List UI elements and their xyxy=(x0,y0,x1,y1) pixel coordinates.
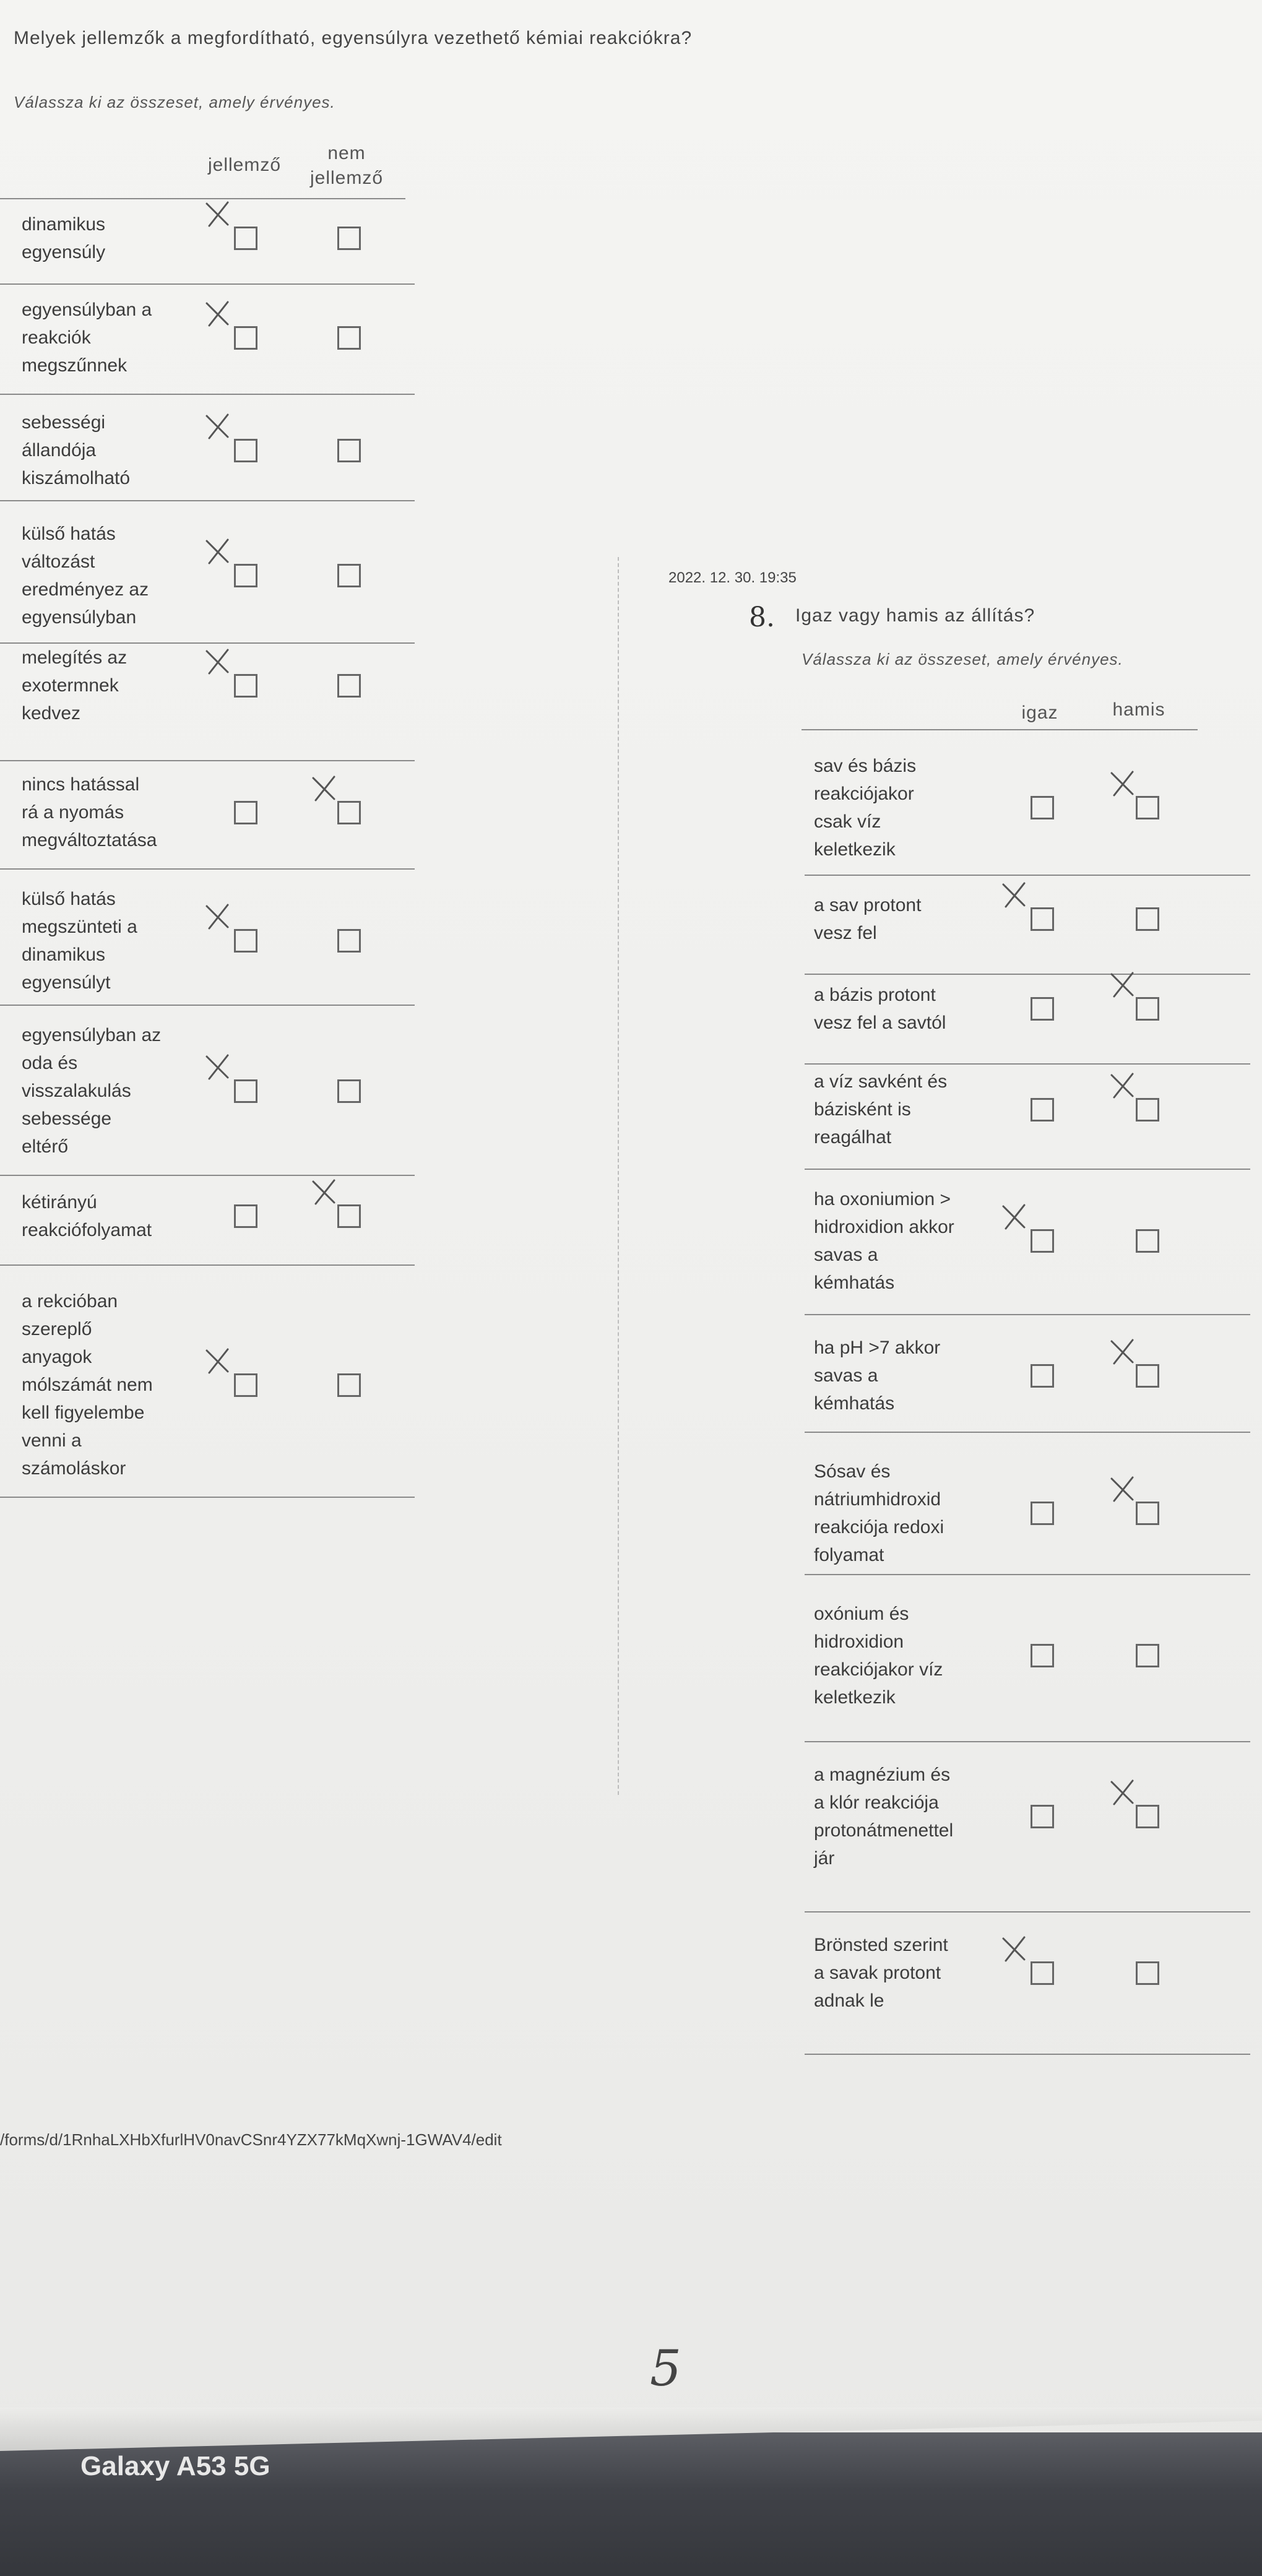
left-row-statement: kétirányú reakciófolyamat xyxy=(22,1192,152,1240)
left-row-separator xyxy=(0,500,415,501)
left-row-checkbox-col1[interactable] xyxy=(234,1079,257,1103)
handwritten-x-mark xyxy=(1000,880,1029,909)
left-row-separator xyxy=(0,868,415,870)
left-row-statement: sebességi állandója kiszámolható xyxy=(22,412,131,488)
left-row-statement: nincs hatással rá a nyomás megváltoztatása xyxy=(22,774,157,850)
handwritten-x-mark xyxy=(1108,1474,1138,1503)
right-row-checkbox-col1[interactable] xyxy=(1031,796,1054,819)
left-row-statement: egyensúlyban az oda és visszalakulás sebessége eltérő xyxy=(22,1025,162,1157)
left-row-checkbox-col1[interactable] xyxy=(234,227,257,250)
right-row-checkbox-col1[interactable] xyxy=(1031,1364,1054,1388)
right-row-separator xyxy=(805,1314,1250,1315)
right-row-checkbox-col2[interactable] xyxy=(1136,1502,1159,1525)
handwritten-x-mark xyxy=(309,773,339,803)
left-row-checkbox-col1[interactable] xyxy=(234,1373,257,1397)
left-row-statement: dinamikus egyensúly xyxy=(22,214,106,262)
handwritten-x-mark xyxy=(1000,1201,1029,1231)
handwritten-x-mark xyxy=(1000,1934,1029,1963)
left-question-instruction: Válassza ki az összeset, amely érvényes. xyxy=(14,93,335,111)
right-row-statement: Brönsted szerint a savak protont adnak le xyxy=(814,1935,948,2011)
right-column-header-2: hamis xyxy=(1112,699,1165,720)
right-row-statement: ha oxoniumion > hidroxidion akkor savas a kémhatás xyxy=(814,1189,954,1293)
handwritten-x-mark xyxy=(203,411,233,441)
right-question-instruction: Válassza ki az összeset, amely érvényes. xyxy=(802,650,1123,668)
right-row-separator xyxy=(805,2054,1250,2055)
right-row-separator xyxy=(805,1574,1250,1575)
left-row-checkbox-col1[interactable] xyxy=(234,674,257,698)
left-row-checkbox-col2[interactable] xyxy=(337,439,361,462)
left-row-checkbox-col2[interactable] xyxy=(337,326,361,350)
right-row-checkbox-col1[interactable] xyxy=(1031,1644,1054,1667)
handwritten-x-mark xyxy=(203,1346,233,1375)
left-row-checkbox-col1[interactable] xyxy=(234,1204,257,1228)
right-row-checkbox-col2[interactable] xyxy=(1136,1098,1159,1122)
left-row-separator xyxy=(0,1175,415,1176)
right-question-title: Igaz vagy hamis az állítás? xyxy=(795,605,1035,626)
handwritten-x-mark xyxy=(203,199,233,228)
right-row-checkbox-col1[interactable] xyxy=(1031,1502,1054,1525)
handwritten-x-mark xyxy=(1108,969,1138,999)
right-row-statement: oxónium és hidroxidion reakciójakor víz keletkezik xyxy=(814,1604,943,1708)
left-row-separator xyxy=(0,394,415,395)
print-timestamp: 2022. 12. 30. 19:35 xyxy=(668,569,797,586)
handwritten-x-mark xyxy=(203,536,233,566)
right-row-checkbox-col1[interactable] xyxy=(1031,1805,1054,1828)
left-row-checkbox-col1[interactable] xyxy=(234,801,257,824)
right-row-checkbox-col2[interactable] xyxy=(1136,907,1159,931)
left-row-separator xyxy=(0,283,415,285)
left-row-checkbox-col2[interactable] xyxy=(337,227,361,250)
form-url: /forms/d/1RnhaLXHbXfurlHV0navCSnr4YZX77kMqXwnj-1GWAV4/edit xyxy=(0,2130,502,2149)
right-row-separator xyxy=(805,1169,1250,1170)
right-row-statement: a bázis protont vesz fel a savtól xyxy=(814,985,946,1033)
right-row-statement: a sav protont vesz fel xyxy=(814,895,922,943)
right-row-statement: Sósav és nátriumhidroxid reakciója redoxi folyamat xyxy=(814,1461,944,1565)
right-row-checkbox-col2[interactable] xyxy=(1136,1644,1159,1667)
left-column-header-2: nem jellemző xyxy=(309,143,384,188)
right-row-separator xyxy=(805,1911,1250,1913)
left-row-statement: a rekcióban szereplő anyagok mólszámát nem kell figyelembe venni a számoláskor xyxy=(22,1291,153,1479)
left-row-checkbox-col2[interactable] xyxy=(337,564,361,587)
right-row-statement: a magnézium és a klór reakciója protonátmenettel jár xyxy=(814,1765,954,1869)
handwritten-x-mark xyxy=(1108,1336,1138,1366)
left-row-checkbox-col2[interactable] xyxy=(337,801,361,824)
right-row-checkbox-col2[interactable] xyxy=(1136,997,1159,1021)
right-row-checkbox-col1[interactable] xyxy=(1031,997,1054,1021)
right-row-separator xyxy=(805,1063,1250,1065)
right-row-statement: a víz savként és bázisként is reagálhat xyxy=(814,1071,948,1148)
right-row-checkbox-col2[interactable] xyxy=(1136,1961,1159,1985)
handwritten-score: 5 xyxy=(650,2340,681,2397)
right-row-checkbox-col2[interactable] xyxy=(1136,1805,1159,1828)
left-row-statement: egyensúlyban a reakciók megszűnnek xyxy=(22,300,152,376)
left-row-statement: melegítés az exotermnek kedvez xyxy=(22,647,127,724)
left-row-checkbox-col1[interactable] xyxy=(234,439,257,462)
left-row-separator xyxy=(0,1497,415,1498)
handwritten-x-mark xyxy=(203,901,233,931)
left-question-title: Melyek jellemzők a megfordítható, egyensúlyra vezethető kémiai reakciókra? xyxy=(14,28,693,48)
handwritten-x-mark xyxy=(203,1052,233,1081)
left-row-checkbox-col1[interactable] xyxy=(234,564,257,587)
right-row-checkbox-col1[interactable] xyxy=(1031,1961,1054,1985)
left-row-statement: külső hatás megszünteti a dinamikus egyensúlyt xyxy=(22,889,137,993)
left-row-checkbox-col1[interactable] xyxy=(234,929,257,953)
right-row-checkbox-col2[interactable] xyxy=(1136,1229,1159,1253)
right-row-separator xyxy=(805,974,1250,975)
right-row-separator xyxy=(805,875,1250,876)
handwritten-x-mark xyxy=(1108,768,1138,798)
page-divider xyxy=(618,557,619,1795)
left-row-separator xyxy=(0,1005,415,1006)
left-column-header-1: jellemző xyxy=(207,155,282,175)
right-row-separator xyxy=(805,1741,1250,1742)
right-row-checkbox-col1[interactable] xyxy=(1031,1229,1054,1253)
right-row-checkbox-col1[interactable] xyxy=(1031,907,1054,931)
left-row-checkbox-col2[interactable] xyxy=(337,1373,361,1397)
right-row-checkbox-col2[interactable] xyxy=(1136,1364,1159,1388)
right-row-checkbox-col2[interactable] xyxy=(1136,796,1159,819)
left-row-separator xyxy=(0,1264,415,1266)
handwritten-x-mark xyxy=(1108,1070,1138,1100)
right-row-statement: sav és bázis reakciójakor csak víz keletkezik xyxy=(814,756,917,860)
right-column-header-1: igaz xyxy=(1021,702,1058,723)
handwritten-x-mark xyxy=(1108,1777,1138,1807)
left-row-checkbox-col2[interactable] xyxy=(337,1204,361,1228)
handwritten-x-mark xyxy=(203,646,233,676)
left-row-statement: külső hatás változást eredményez az egyensúlyban xyxy=(22,524,149,628)
left-row-checkbox-col1[interactable] xyxy=(234,326,257,350)
left-row-checkbox-col2[interactable] xyxy=(337,1079,361,1103)
right-row-checkbox-col1[interactable] xyxy=(1031,1098,1054,1122)
right-header-rule xyxy=(802,729,1198,730)
right-row-separator xyxy=(805,1432,1250,1433)
handwritten-x-mark xyxy=(309,1177,339,1206)
handwritten-x-mark xyxy=(203,298,233,328)
right-row-statement: ha pH >7 akkor savas a kémhatás xyxy=(814,1338,941,1414)
left-row-checkbox-col2[interactable] xyxy=(337,674,361,698)
left-row-separator xyxy=(0,760,415,761)
device-watermark: Galaxy A53 5G xyxy=(80,2451,270,2481)
question-number-handwritten: 8. xyxy=(749,602,775,633)
left-row-checkbox-col2[interactable] xyxy=(337,929,361,953)
